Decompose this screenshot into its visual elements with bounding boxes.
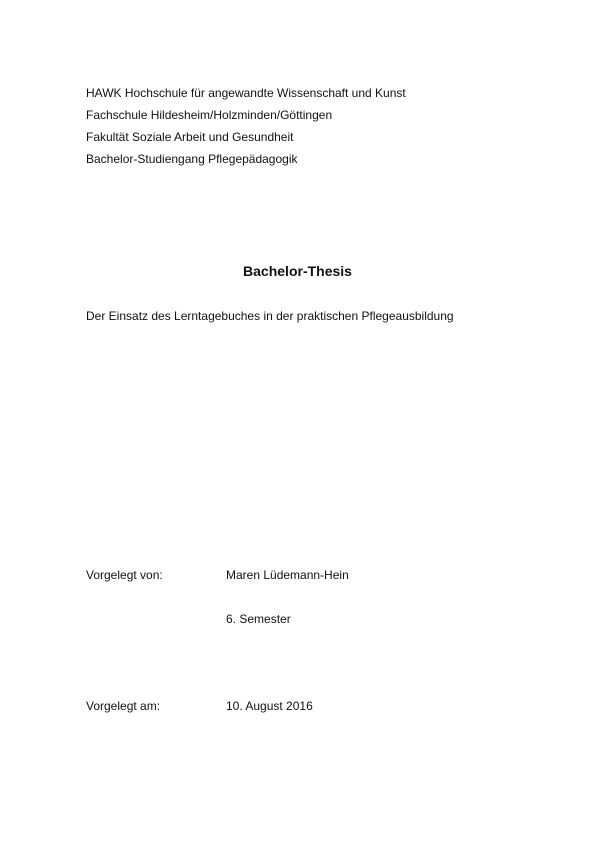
institution-line-program: Bachelor-Studiengang Pflegepädagogik (86, 152, 298, 166)
author-name: Maren Lüdemann-Hein (226, 568, 349, 582)
date-label: Vorgelegt am: (86, 699, 161, 713)
institution-line-university: HAWK Hochschule für angewandte Wissenschaft und Kunst (86, 86, 406, 100)
thesis-title: Der Einsatz des Lerntagebuches in der praktischen Pflegeausbildung (86, 309, 454, 323)
submission-date: 10. August 2016 (226, 699, 313, 713)
institution-line-campus: Fachschule Hildesheim/Holzminden/Göttingen (86, 108, 333, 122)
thesis-type-heading: Bachelor-Thesis (243, 263, 352, 279)
institution-line-faculty: Fakultät Soziale Arbeit und Gesundheit (86, 130, 294, 144)
semester-value: 6. Semester (226, 612, 291, 626)
author-label: Vorgelegt von: (86, 568, 163, 582)
